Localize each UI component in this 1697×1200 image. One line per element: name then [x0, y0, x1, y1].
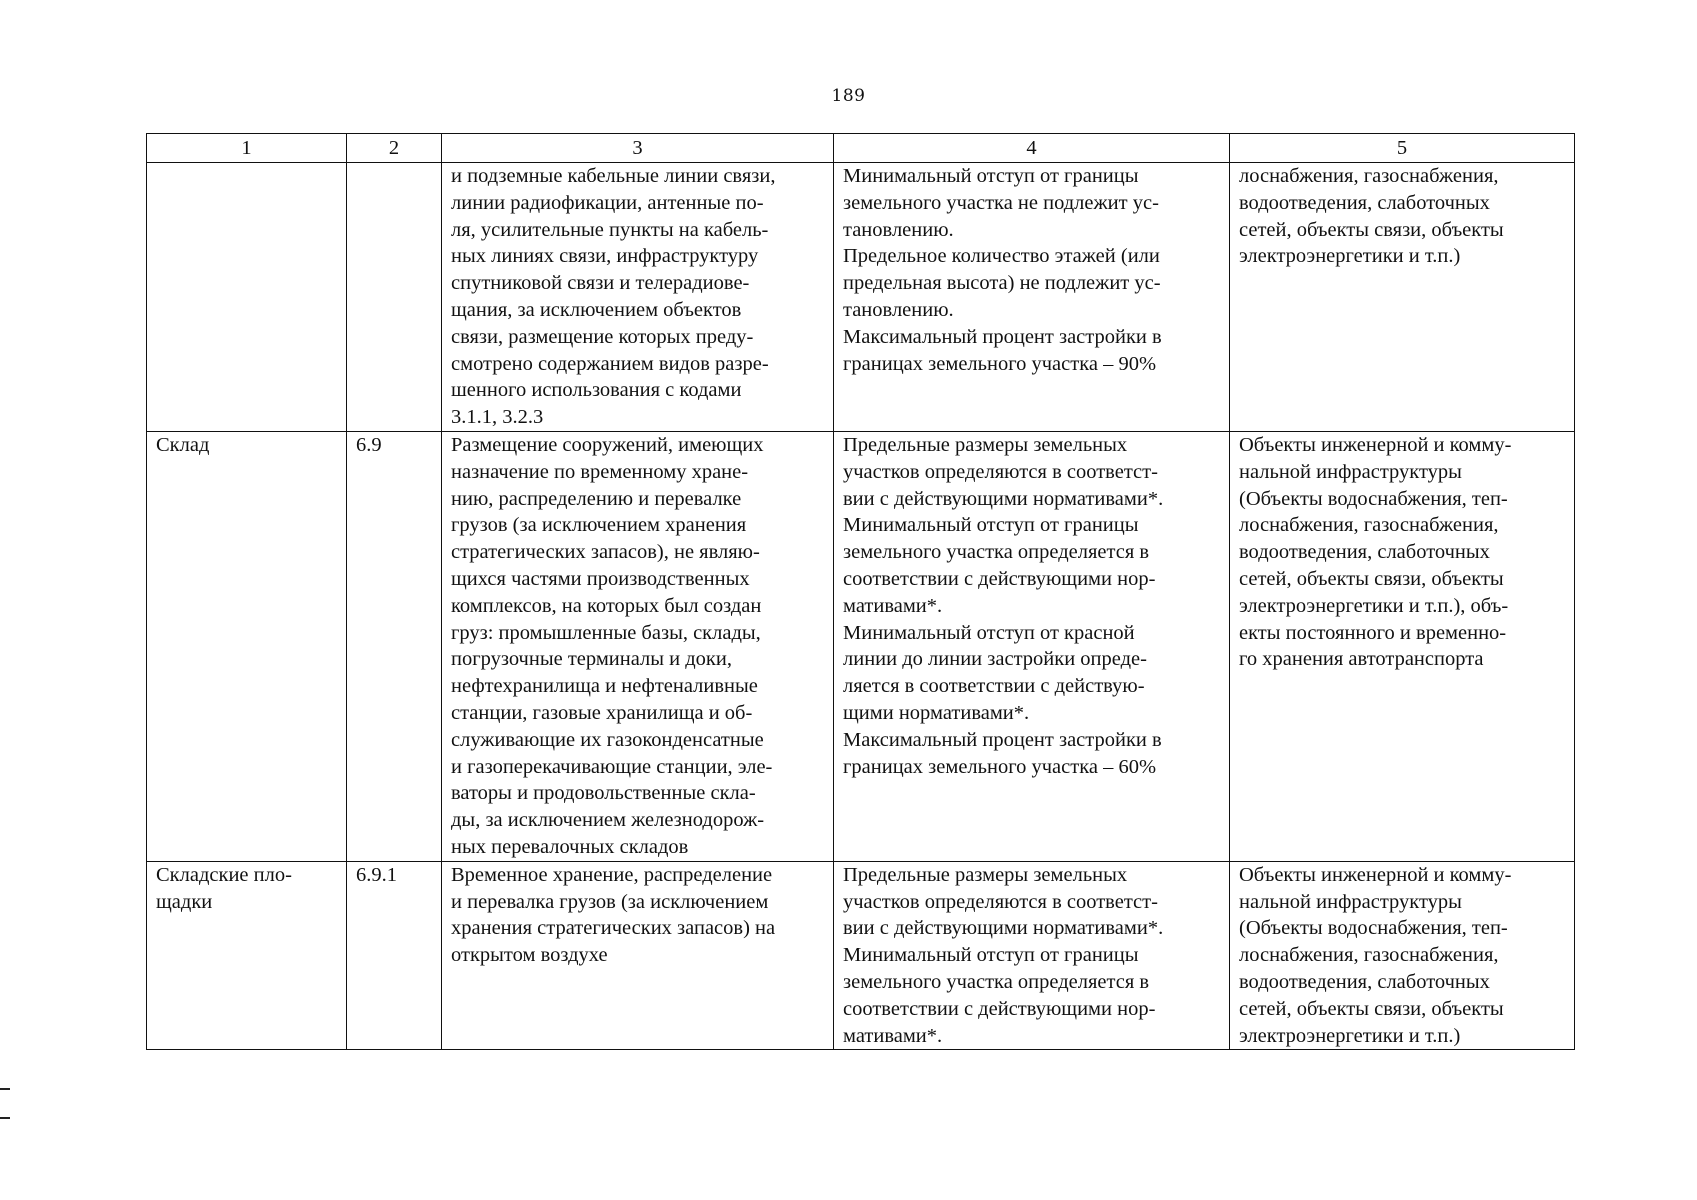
- header-row: [147, 134, 1575, 163]
- page-number: 189: [831, 86, 866, 106]
- cell-accessory-uses: Объекты инженерной и комму- нальной инфраструктуры (Объекты водоснабжения, теп- лоснабжения, газоснабжения, водоотведения, слаботочных сетей, объекты связи, объекты электроэнергетики и т.п.): [1230, 861, 1575, 1050]
- land-use-table: [146, 133, 1575, 1050]
- cell-use-code: [347, 163, 442, 432]
- table-row: [147, 431, 1575, 861]
- cell-use-name: Складские пло- щадки: [147, 861, 347, 1050]
- table-row: [147, 163, 1575, 432]
- cell-use-code: 6.9: [347, 431, 442, 861]
- cell-use-description: и подземные кабельные линии связи, линии радиофикации, антенные по- ля, усилительные пункты на кабель- ных линиях связи, инфраструктуру спутниковой связи и телерадиове- щания, за исключением объектов связи, размещение которых преду- смотрено содержанием видов разре- шенного использования с кодами 3.1.1, 3.2.3: [442, 163, 834, 432]
- column-header-5: 5: [1230, 134, 1575, 163]
- column-header-1: 1: [147, 134, 347, 163]
- column-header-2: 2: [347, 134, 442, 163]
- cell-use-description: Размещение сооружений, имеющих назначение по временному хране- нию, распределению и перевалке грузов (за исключением хранения стратегических запасов), не являю- щихся частями производственных комплексов, на которых был создан груз: промышленные базы, склады, погрузочные терминалы и доки, нефтехранилища и нефтеналивные станции, газовые хранилища и об- служивающие их газоконденсатные и газоперекачивающие станции, эле- ваторы и продовольственные скла- ды, за исключением железнодорож- ных перевалочных складов: [442, 431, 834, 861]
- cell-use-description: Временное хранение, распределение и перевалка грузов (за исключением хранения стратегических запасов) на открытом воздухе: [442, 861, 834, 1050]
- margin-mark: [0, 1088, 10, 1090]
- cell-accessory-uses: лоснабжения, газоснабжения, водоотведения, слаботочных сетей, объекты связи, объекты электроэнергетики и т.п.): [1230, 163, 1575, 432]
- cell-use-name: Склад: [147, 431, 347, 861]
- cell-use-code: 6.9.1: [347, 861, 442, 1050]
- margin-mark: [0, 1117, 10, 1119]
- column-header-3: 3: [442, 134, 834, 163]
- cell-parameters: Предельные размеры земельных участков определяются в соответст- вии с действующими нормативами*. Минимальный отступ от границы земельного участка определяется в соответствии с действующими нор- мативами*.: [834, 861, 1230, 1050]
- cell-use-name: [147, 163, 347, 432]
- cell-parameters: Предельные размеры земельных участков определяются в соответст- вии с действующими нормативами*. Минимальный отступ от границы земельного участка определяется в соответствии с действующими нор- мативами*. Минимальный отступ от красной линии до линии застройки опреде- ляется в соответствии с действую- щими нормативами*. Максимальный процент застройки в границах земельного участка – 60%: [834, 431, 1230, 861]
- cell-parameters: Минимальный отступ от границы земельного участка не подлежит ус- тановлению. Предельное количество этажей (или предельная высота) не подлежит ус- тановлению. Максимальный процент застройки в границах земельного участка – 90%: [834, 163, 1230, 432]
- table-row: [147, 861, 1575, 1050]
- cell-accessory-uses: Объекты инженерной и комму- нальной инфраструктуры (Объекты водоснабжения, теп- лоснабжения, газоснабжения, водоотведения, слаботочных сетей, объекты связи, объекты электроэнергетики и т.п.), объ- екты постоянного и временно- го хранения автотранспорта: [1230, 431, 1575, 861]
- column-header-4: 4: [834, 134, 1230, 163]
